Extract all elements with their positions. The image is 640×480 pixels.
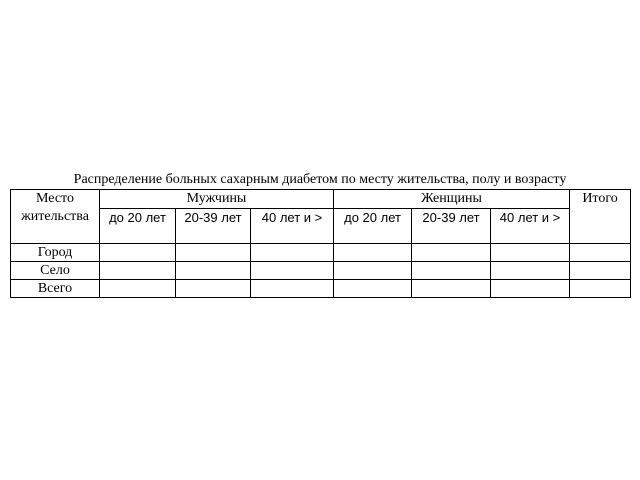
table-cell [334,280,412,298]
table-row-city [11,244,631,262]
table-cell [100,244,176,262]
table-cell [412,262,491,280]
table-cell [491,244,570,262]
row-label-village: Село [11,262,100,280]
row-label-total: Всего [11,280,100,298]
row-label-city: Город [11,244,100,262]
table-cell [491,280,570,298]
header-total: Итого [570,190,631,244]
header-men-age-40-plus: 40 лет и > [251,209,334,244]
table-cell [100,280,176,298]
diabetes-distribution-table [10,189,631,298]
table-cell [100,262,176,280]
table-caption: Распределение больных сахарным диабетом по месту жительства, полу и возрасту [73,172,567,187]
table-cell [570,244,631,262]
header-men-age-under-20: до 20 лет [100,209,176,244]
table-cell [251,280,334,298]
header-women-age-under-20: до 20 лет [334,209,412,244]
header-place: Место жительства [11,190,100,244]
table-cell [334,244,412,262]
table-cell [412,280,491,298]
table-cell [176,262,251,280]
table-cell [251,244,334,262]
table-cell [412,244,491,262]
header-men-age-20-39: 20-39 лет [176,209,251,244]
table-cell [176,244,251,262]
header-row-age [11,209,631,244]
header-row-main [11,190,631,209]
table-cell [570,262,631,280]
table-cell [570,280,631,298]
header-men: Мужчины [100,190,334,209]
header-women-age-40-plus: 40 лет и > [491,209,570,244]
table-row-village [11,262,631,280]
header-women-age-20-39: 20-39 лет [412,209,491,244]
table-cell [334,262,412,280]
header-women: Женщины [334,190,570,209]
table-cell [176,280,251,298]
table-row-total [11,280,631,298]
table-cell [251,262,334,280]
table-cell [491,262,570,280]
